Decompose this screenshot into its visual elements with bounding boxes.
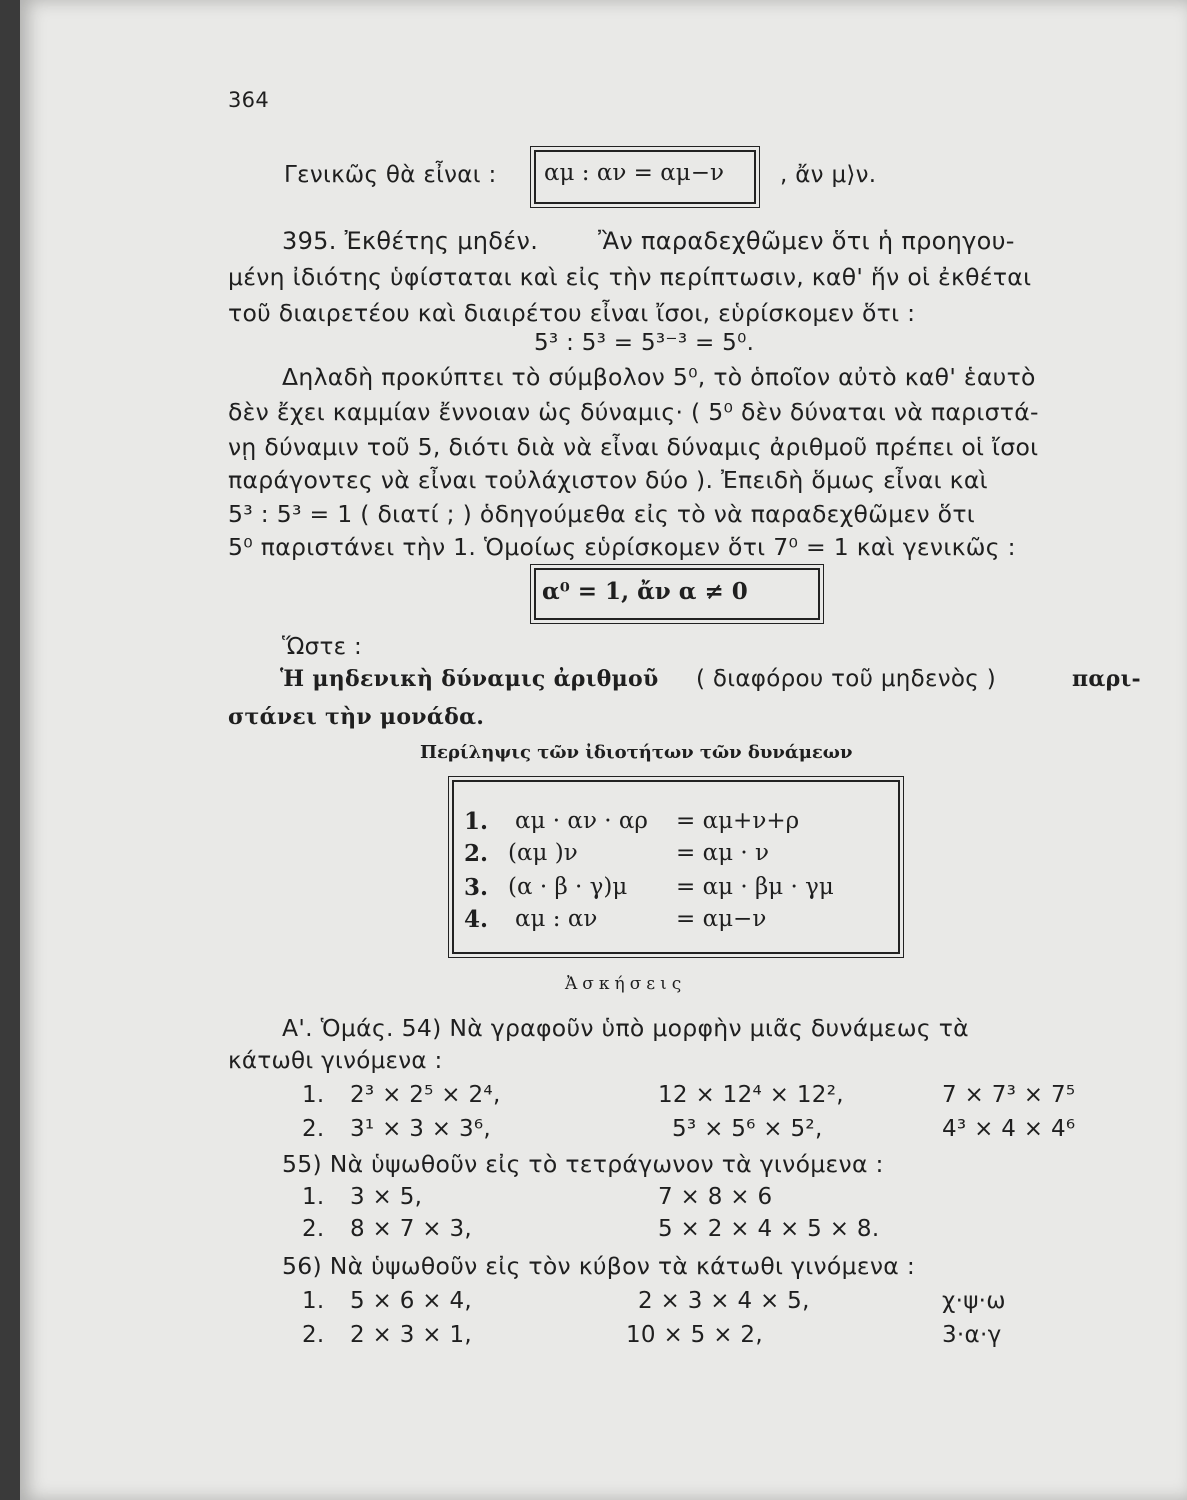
exercise-group-line2: κάτωθι γινόμενα : xyxy=(228,1048,443,1074)
ex54-row2-b: 5³ × 5⁶ × 5², xyxy=(672,1116,823,1142)
zero-exponent-formula: α⁰ = 1, ἄν α ≠ 0 xyxy=(542,578,748,605)
ex54-row1-b: 12 × 12⁴ × 12², xyxy=(658,1082,844,1108)
paragraph-line-4: παράγοντες νὰ εἶναι τοὐλάχιστον δύο ). Ἐπειδὴ ὅμως εἶναι καὶ xyxy=(228,466,988,494)
general-formula: αμ : αν = αμ−ν xyxy=(544,160,724,186)
summary-row-4-lhs: αμ : αν xyxy=(515,906,598,932)
summary-row-1-number: 1. xyxy=(464,808,489,835)
ex55-row2-number: 2. xyxy=(302,1216,325,1242)
ex54-row1-a: 2³ × 2⁵ × 2⁴, xyxy=(350,1082,501,1108)
ex55-row2-b: 5 × 2 × 4 × 5 × 8. xyxy=(658,1216,880,1242)
summary-row-3-rhs: = αμ · βμ · γμ xyxy=(676,874,834,900)
ex56-row2-number: 2. xyxy=(302,1322,325,1348)
hoste: Ὥστε : xyxy=(282,634,363,660)
book-page xyxy=(20,0,1187,1500)
section-line2: μένη ἰδιότης ὑφίσταται καὶ εἰς τὴν περίπτωσιν, καθ' ἥν οἱ ἐκθέται xyxy=(228,263,1032,291)
ex56-row2-a: 2 × 3 × 1, xyxy=(350,1322,472,1348)
ex54-row2-c: 4³ × 4 × 4⁶ xyxy=(942,1116,1076,1142)
summary-row-1-rhs: = αμ+ν+ρ xyxy=(676,808,800,834)
ex55-row1-number: 1. xyxy=(302,1184,325,1210)
ex56-row2-b: 10 × 5 × 2, xyxy=(626,1322,763,1348)
ex55-row1-b: 7 × 8 × 6 xyxy=(658,1184,773,1210)
exercise-group-line: Α'. Ὁμάς. 54) Νὰ γραφοῦν ὑπὸ μορφὴν μιᾶς δυνάμεως τὰ xyxy=(282,1014,969,1042)
summary-title: Περίληψις τῶν ἰδιοτήτων τῶν δυνάμεων xyxy=(420,742,853,763)
section-line1: Ἂν παραδεχθῶμεν ὅτι ἡ προηγου- xyxy=(598,227,1015,255)
rule-parenthetical: ( διαφόρου τοῦ μηδενὸς ) xyxy=(696,666,996,692)
paragraph-line-1: Δηλαδὴ προκύπτει τὸ σύμβολον 5⁰, τὸ ὁποῖον αὐτὸ καθ' ἑαυτὸ xyxy=(282,363,1036,391)
summary-row-4-number: 4. xyxy=(464,906,489,933)
section-heading: 395. Ἐκθέτης μηδέν. xyxy=(282,227,539,255)
general-condition: , ἄν μ⟩ν. xyxy=(780,162,877,188)
ex56-row2-c: 3·α·γ xyxy=(942,1322,1002,1348)
rule-bold-end: παρι- xyxy=(1072,666,1141,692)
ex56-row1-c: χ·ψ·ω xyxy=(942,1288,1006,1314)
summary-row-2-lhs: (αμ )ν xyxy=(508,840,578,866)
section-equation: 5³ : 5³ = 5³⁻³ = 5⁰. xyxy=(534,330,755,356)
paragraph-line-3: νῃ δύναμιν τοῦ 5, διότι διὰ νὰ εἶναι δύναμις ἀριθμοῦ πρέπει οἱ ἴσοι xyxy=(228,433,1039,461)
summary-row-3-lhs: (α · β · γ)μ xyxy=(508,874,628,900)
rule-bold-start: Ἡ μηδενικὴ δύναμις ἀριθμοῦ xyxy=(280,666,659,692)
ex54-row2-a: 3¹ × 3 × 3⁶, xyxy=(350,1116,492,1142)
ex55-row2-a: 8 × 7 × 3, xyxy=(350,1216,472,1242)
paragraph-line-2: δὲν ἔχει καμμίαν ἔννοιαν ὡς δύναμις· ( 5⁰ δὲν δύναται νὰ παριστά- xyxy=(228,398,1039,426)
summary-row-4-rhs: = αμ−ν xyxy=(676,906,767,932)
rule-line2: στάνει τὴν μονάδα. xyxy=(228,704,485,730)
exercises-title: Ἀσκήσεις xyxy=(565,974,687,994)
summary-row-1-lhs: αμ · αν · αρ xyxy=(515,808,648,834)
ex55-title: 55) Νὰ ὑψωθοῦν εἰς τὸ τετράγωνον τὰ γινόμενα : xyxy=(282,1150,884,1178)
paragraph-line-5: 5³ : 5³ = 1 ( διατί ; ) ὁδηγούμεθα εἰς τὸ νὰ παραδεχθῶμεν ὅτι xyxy=(228,500,976,528)
ex54-row1-number: 1. xyxy=(302,1082,325,1108)
ex54-row2-number: 2. xyxy=(302,1116,325,1142)
ex56-row1-number: 1. xyxy=(302,1288,325,1314)
ex56-row1-a: 5 × 6 × 4, xyxy=(350,1288,472,1314)
paragraph-line-6: 5⁰ παριστάνει τὴν 1. Ὁμοίως εὑρίσκομεν ὅτι 7⁰ = 1 καὶ γενικῶς : xyxy=(228,533,1016,561)
ex55-row1-a: 3 × 5, xyxy=(350,1184,423,1210)
summary-row-2-number: 2. xyxy=(464,840,489,867)
ex56-row1-b: 2 × 3 × 4 × 5, xyxy=(638,1288,810,1314)
ex56-title: 56) Νὰ ὑψωθοῦν εἰς τὸν κύβον τὰ κάτωθι γινόμενα : xyxy=(282,1252,916,1280)
general-label: Γενικῶς θὰ εἶναι : xyxy=(284,162,497,188)
summary-row-2-rhs: = αμ · ν xyxy=(676,840,769,866)
summary-row-3-number: 3. xyxy=(464,874,489,901)
page-number: 364 xyxy=(228,88,269,112)
ex54-row1-c: 7 × 7³ × 7⁵ xyxy=(942,1082,1076,1108)
section-line3: τοῦ διαιρετέου καὶ διαιρέτου εἶναι ἴσοι, εὑρίσκομεν ὅτι : xyxy=(228,299,916,327)
